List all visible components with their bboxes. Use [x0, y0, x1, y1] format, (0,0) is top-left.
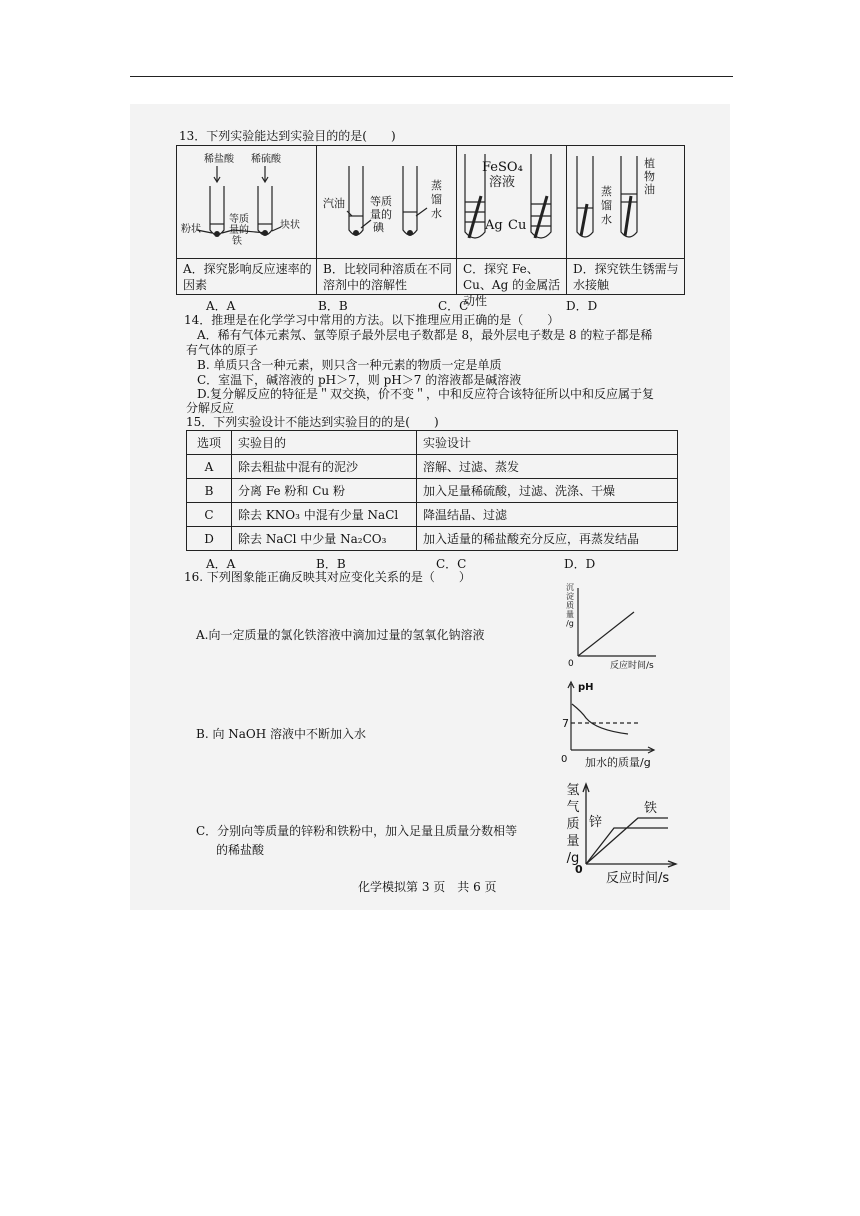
row-option: D [187, 527, 232, 551]
label-dw-1: 蒸 [601, 185, 612, 198]
label-cu: Cu [508, 218, 527, 233]
q15-stem: 15．下列实验设计不能达到实验目的的是( ) [186, 415, 439, 429]
q14-option-d-line1[interactable]: D.复分解反应的特征是＂双交换，价不变＂，中和反应符合该特征所以中和反应属于复 [197, 387, 655, 401]
q13-panel-d [567, 146, 684, 294]
graph-c-ylabel-char: 气 [566, 800, 580, 815]
caption-a: A．探究影响反应速率的因素 [177, 258, 316, 293]
q15-choice-b[interactable]: B．B [316, 557, 346, 571]
label-iron: 铁 [232, 236, 242, 247]
q13-choice-a[interactable]: A．A [206, 299, 236, 313]
label-solution: 溶液 [489, 175, 516, 190]
test-tube-drawing-d [567, 146, 684, 258]
label-ag: Ag [485, 218, 503, 233]
graph-c-ylabel [565, 782, 581, 867]
q15-choice-c[interactable]: C．C [436, 557, 467, 571]
q13-panel-a [177, 146, 317, 294]
caption-c: C．探究 Fe、Cu、Ag 的金属活动性 [457, 258, 566, 309]
page-footer: 化学模拟第 3 页 共 6 页 [358, 880, 497, 894]
graph-a-ylabel-char: 量 [566, 610, 574, 619]
top-rule [130, 76, 733, 77]
q14-option-a-line1[interactable]: A．稀有气体元素氖、氩等原子最外层电子数都是 8，最外层电子数是 8 的粒子都是稀 [197, 328, 653, 342]
q16-option-b[interactable]: B. 向 NaOH 溶液中不断加入水 [196, 727, 367, 741]
table-row [187, 479, 678, 503]
q13-stem: 13．下列实验能达到实验目的的是( ) [179, 129, 396, 143]
q16-option-c-line1[interactable]: C．分别向等质量的锌粉和铁粉中，加入足量且质量分数相等 [196, 824, 518, 838]
graph-b-seven: 7 [562, 717, 569, 730]
graph-c-ylabel-char: 氢 [566, 783, 580, 798]
q16-option-c-line2: 的稀盐酸 [216, 843, 265, 857]
caption-d: D．探究铁生锈需与水接触 [567, 258, 684, 293]
label-hcl: 稀盐酸 [204, 154, 234, 165]
table-row [187, 455, 678, 479]
graph-b-origin: 0 [561, 754, 568, 765]
header-design: 实验设计 [417, 431, 678, 455]
q14-option-a-line2: 有气体的原子 [186, 343, 259, 357]
q14-option-d-line2: 分解反应 [186, 401, 235, 415]
graph-c-xlabel: 反应时间/s [606, 871, 670, 886]
q13-choice-b[interactable]: B．B [318, 299, 348, 313]
graph-a-ylabel-char: 淀 [566, 592, 574, 601]
q15-table [186, 430, 678, 551]
graph-c-zn-label: 锌 [589, 815, 603, 830]
label-lump: 块状 [280, 220, 300, 231]
table-header-row [187, 431, 678, 455]
q14-option-b[interactable]: B. 单质只含一种元素，则只含一种元素的物质一定是单质 [197, 358, 502, 372]
label-powder: 粉状 [181, 224, 201, 235]
label-water-3: 水 [431, 207, 442, 220]
q15-choice-d[interactable]: D．D [564, 557, 596, 571]
q14-stem: 14．推理是在化学学习中常用的方法。以下推理应用正确的是（ ） [184, 313, 560, 327]
row-option: A [187, 455, 232, 479]
q15-choice-a[interactable]: A．A [206, 557, 236, 571]
q13-choice-d[interactable]: D．D [566, 299, 598, 313]
q13-panel-b [317, 146, 457, 294]
q13-choice-c[interactable]: C．C [438, 299, 469, 313]
label-oil-1: 植 [644, 157, 655, 170]
q16-option-a[interactable]: A.向一定质量的氯化铁溶液中滴加过量的氢氧化钠溶液 [196, 628, 485, 642]
graph-a-origin: 0 [568, 659, 574, 669]
graph-c-ylabel-char: 量 [566, 834, 580, 849]
label-water-2: 馏 [431, 193, 442, 206]
label-dw-2: 馏 [601, 199, 612, 212]
label-equal-2: 量的 [229, 225, 249, 236]
graph-c-origin: 0 [575, 863, 583, 876]
label-iodine: 碘 [373, 221, 384, 234]
row-purpose: 分离 Fe 粉和 Cu 粉 [232, 479, 417, 503]
label-equal-1: 等质 [229, 214, 249, 225]
row-option: B [187, 479, 232, 503]
test-tube-drawing-a [177, 146, 317, 258]
label-oil-3: 油 [644, 183, 655, 196]
label-gasoline: 汽油 [323, 197, 345, 210]
label-dw-3: 水 [601, 213, 612, 226]
label-oil-2: 物 [644, 170, 655, 183]
graph-a-line [578, 612, 634, 656]
header-option: 选项 [187, 431, 232, 455]
label-feso4: FeSO₄ [482, 160, 523, 175]
graph-b-ylabel: pH [578, 682, 594, 693]
row-design: 溶解、过滤、蒸发 [417, 455, 678, 479]
label-water-1: 蒸 [431, 179, 442, 192]
graph-b-curve [572, 704, 628, 734]
q16-stem: 16. 下列图象能正确反映其对应变化关系的是（ ） [184, 570, 471, 584]
row-design: 加入适量的稀盐酸充分反应，再蒸发结晶 [417, 527, 678, 551]
q13-panel-c [457, 146, 567, 308]
row-purpose: 除去粗盐中混有的泥沙 [232, 455, 417, 479]
row-design: 降温结晶、过滤 [417, 503, 678, 527]
graph-c-ylabel-char: /g [566, 851, 580, 866]
q14-option-c[interactable]: C．室温下，碱溶液的 pH＞7，则 pH＞7 的溶液都是碱溶液 [197, 373, 522, 387]
row-option: C [187, 503, 232, 527]
label-equal-b2: 量的 [370, 208, 392, 221]
header-purpose: 实验目的 [232, 431, 417, 455]
graph-a-ylabel-char: /g [566, 619, 574, 628]
graph-c-ylabel-char: 质 [566, 817, 580, 832]
graph-a-xlabel: 反应时间/s [610, 661, 654, 671]
graph-a-ylabel-char: 沉 [566, 583, 574, 592]
graph-a-ylabel [564, 583, 576, 628]
row-design: 加入足量稀硫酸，过滤、洗涤、干燥 [417, 479, 678, 503]
label-equal-b1: 等质 [370, 195, 392, 208]
graph-b-xlabel: 加水的质量/g [585, 756, 651, 769]
label-h2so4: 稀硫酸 [251, 154, 281, 165]
table-row [187, 527, 678, 551]
caption-b: B．比较同种溶质在不同溶剂中的溶解性 [317, 258, 456, 293]
table-row [187, 503, 678, 527]
graph-c-zn-line [586, 828, 668, 864]
row-purpose: 除去 KNO₃ 中混有少量 NaCl [232, 503, 417, 527]
graph-a-ylabel-char: 质 [566, 601, 574, 610]
graph-c-fe-label: 铁 [644, 801, 658, 816]
row-purpose: 除去 NaCl 中少量 Na₂CO₃ [232, 527, 417, 551]
